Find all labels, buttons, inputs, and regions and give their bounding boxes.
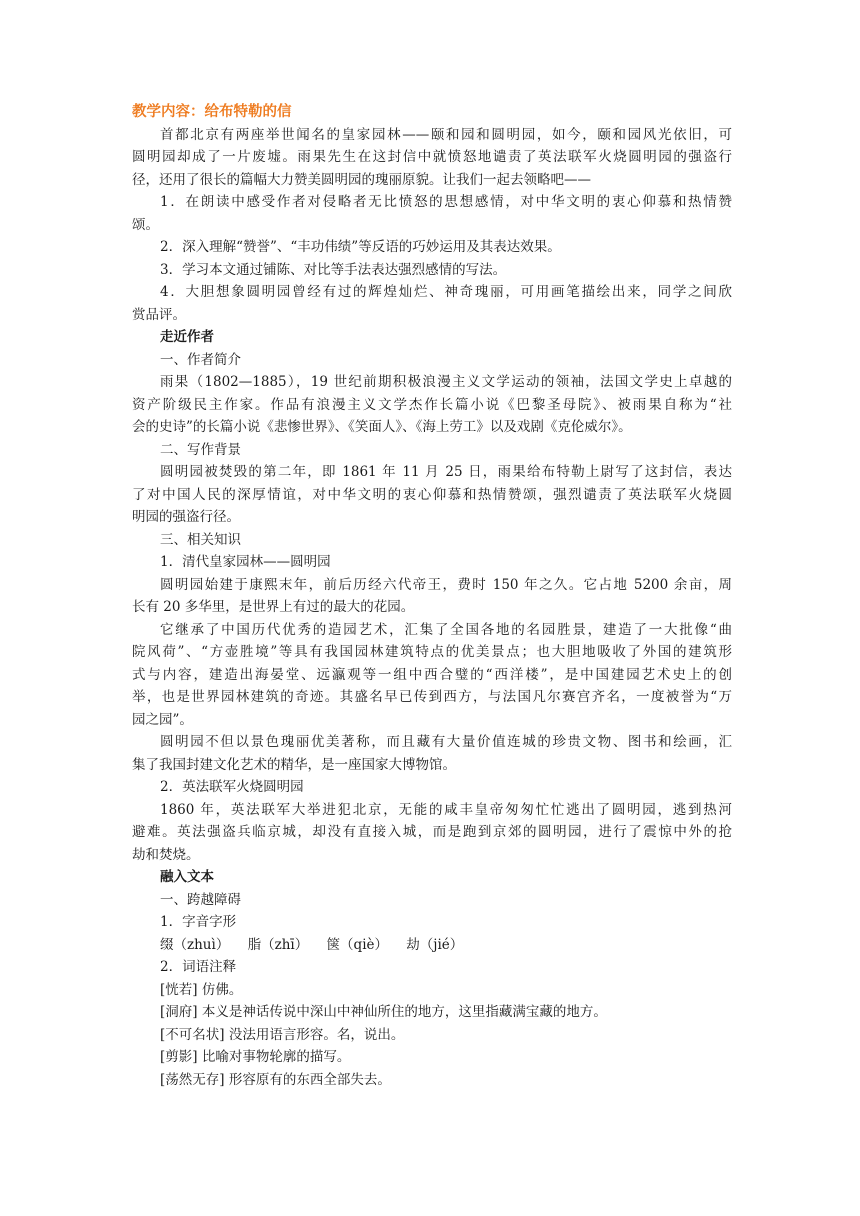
sub-heading: 二、写作背景 — [160, 441, 241, 458]
knowledge-line: 举，也是世界园林建筑的奇迹。其盛名早已传到西方，与法国凡尔赛宫齐名，一度被誉为“万 — [132, 689, 732, 705]
sub-heading: 一、作者简介 — [160, 351, 241, 368]
vocab-item: [荡然无存] 形容原有的东西全部失去。 — [160, 1071, 391, 1088]
intro-line: 径，还用了很长的篇幅大力赞美圆明园的瑰丽原貌。让我们一起去领略吧—— — [132, 171, 591, 188]
knowledge-line: 院风荷”、“方壶胜境”等具有我国园林建筑特点的优美景点；也大胆地吸收了外国的建筑形 — [132, 644, 732, 660]
background-line: 了对中国人民的深厚情谊，对中华文明的衷心仰慕和热情赞颂，强烈谴责了英法联军火烧圆 — [132, 486, 732, 503]
knowledge-line: 它继承了中国历代优秀的造园艺术，汇集了全国各地的名园胜景，建造了一大批像“曲 — [160, 621, 732, 638]
sub-sub-heading: 2．英法联军火烧圆明园 — [160, 779, 304, 795]
sub-heading: 一、跨越障碍 — [160, 891, 241, 908]
goal-item: 4．大胆想象圆明园曾经有过的辉煌灿烂、神奇瑰丽，可用画笔描绘出来，同学之间欣 — [160, 284, 732, 300]
knowledge-line: 长有 20 多华里，是世界上有过的最大的花园。 — [132, 599, 415, 615]
sub-sub-heading: 1．清代皇家园林——圆明园 — [160, 554, 331, 570]
phonetic-item: 脂（zhī） — [247, 936, 309, 953]
phonetics-row — [132, 934, 732, 957]
section-heading: 融入文本 — [160, 869, 214, 885]
lesson-title: 教学内容：给布特勒的信 — [132, 104, 292, 120]
vocab-item: [洞府] 本义是神话传说中深山中神仙所住的地方，这里指藏满宝藏的地方。 — [160, 1004, 607, 1020]
phonetic-item: 箧（qiè） — [326, 936, 388, 953]
knowledge-line: 1860 年，英法联军大举进犯北京，无能的咸丰皇帝匆匆忙忙逃出了圆明园，逃到热河 — [160, 801, 732, 818]
knowledge-line: 圆明园不但以景色瑰丽优美著称，而且藏有大量价值连城的珍贵文物、图书和绘画，汇 — [160, 734, 732, 750]
goal-item-cont: 赏品评。 — [132, 306, 186, 323]
goal-item: 3．学习本文通过铺陈、对比等手法表达强烈感情的写法。 — [160, 261, 507, 278]
author-line: 会的史诗”的长篇小说《悲惨世界》、《笑面人》、《海上劳工》以及戏剧《克伦威尔》。 — [132, 419, 632, 435]
knowledge-line: 园之园”。 — [132, 711, 193, 728]
goal-item-cont: 颂。 — [132, 216, 159, 233]
goal-item: 2．深入理解“赞誉”、“丰功伟绩”等反语的巧妙运用及其表达效果。 — [160, 239, 561, 255]
author-line: 资产阶级民主作家。作品有浪漫主义文学杰作长篇小说《巴黎圣母院》、被雨果自称为“社 — [132, 396, 732, 413]
vocab-item: [不可名状] 没法用语言形容。名，说出。 — [160, 1026, 405, 1043]
knowledge-line: 圆明园始建于康熙末年，前后历经六代帝王，费时 150 年之久。它占地 5200 余亩，周 — [160, 576, 732, 593]
sub-sub-heading: 2．词语注释 — [160, 959, 237, 975]
sub-heading: 三、相关知识 — [160, 531, 241, 548]
knowledge-line: 集了我国封建文化艺术的精华，是一座国家大博物馆。 — [132, 756, 456, 773]
phonetic-item: 劫（jié） — [406, 936, 464, 953]
sub-sub-heading: 1．字音字形 — [160, 914, 237, 930]
vocab-item: [剪影] 比喻对事物轮廓的描写。 — [160, 1049, 351, 1065]
background-line: 圆明园被焚毁的第二年，即 1861 年 11 月 25 日，雨果给布特勒上尉写了这封信，表达 — [160, 464, 732, 480]
knowledge-line: 劫和焚烧。 — [132, 846, 200, 863]
knowledge-line: 避难。英法强盗兵临京城，却没有直接入城，而是跑到京郊的圆明园，进行了震惊中外的抢 — [132, 824, 732, 840]
vocab-item: [恍若] 仿佛。 — [160, 981, 243, 998]
goal-item: 1．在朗读中感受作者对侵略者无比愤怒的思想感情，对中华文明的衷心仰慕和热情赞 — [160, 194, 732, 210]
document-body — [132, 101, 732, 1091]
knowledge-line: 式与内容，建造出海晏堂、远瀛观等一组中西合璧的“西洋楼”，是中国建园艺术史上的创 — [132, 666, 732, 683]
phonetic-item: 缀（zhuì） — [160, 936, 230, 953]
intro-line: 圆明园却成了一片废墟。雨果先生在这封信中就愤怒地谴责了英法联军火烧圆明园的强盗行 — [132, 149, 732, 165]
background-line: 明园的强盗行径。 — [132, 509, 240, 525]
author-line: 雨果（1802—1885），19 世纪前期积极浪漫主义文学运动的领袖，法国文学史上卓越的 — [160, 374, 732, 390]
section-heading: 走近作者 — [160, 329, 214, 345]
intro-line: 首都北京有两座举世闻名的皇家园林——颐和园和圆明园，如今，颐和园风光依旧，可 — [160, 126, 732, 143]
